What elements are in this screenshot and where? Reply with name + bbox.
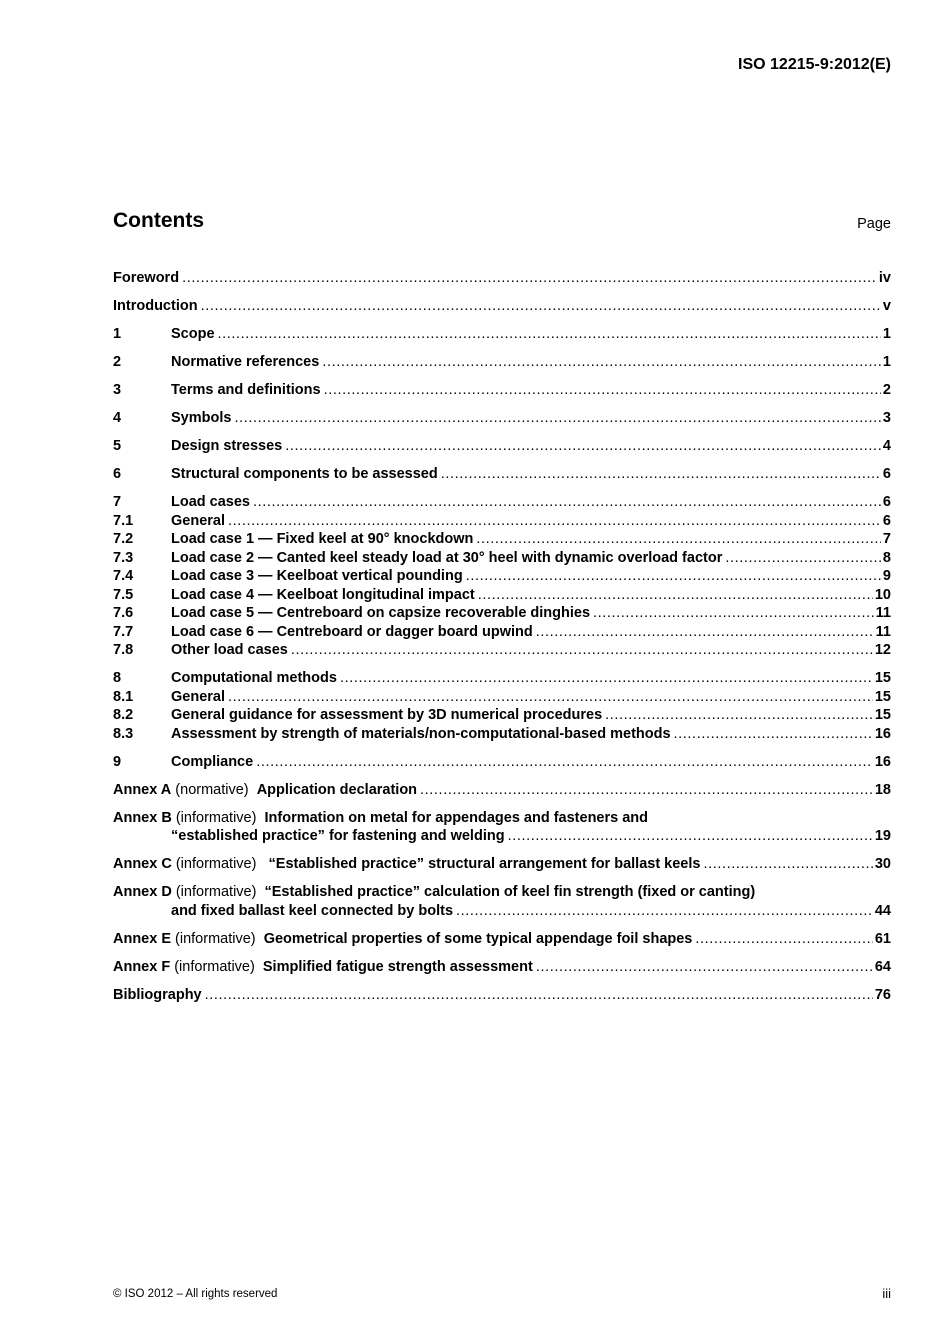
dot-leader [725,549,881,568]
dot-leader [285,437,881,456]
toc-label [113,809,648,828]
toc-number: 9 [113,753,122,770]
toc-label: General [171,512,225,529]
toc-entry-8-2[interactable] [113,706,891,725]
toc-entry-annex-a[interactable] [113,781,891,800]
toc-page: 15 [874,670,891,686]
toc-number: 8.1 [113,688,134,705]
toc-entry-9[interactable] [113,753,891,772]
toc-number: 7.4 [113,568,134,584]
dot-leader [256,753,873,772]
dot-leader [466,567,881,586]
toc-label: Load case 2 — Canted keel steady load at 30° heel with dynamic overload factor [171,549,723,566]
toc-entry-4[interactable] [113,409,891,428]
toc-entry-5[interactable] [113,437,891,456]
toc-label: Load cases [171,494,250,510]
dot-leader [420,781,873,800]
page-number: iii [882,1286,891,1301]
document-id: ISO 12215-9:2012(E) [738,56,891,73]
toc-entry-3[interactable] [113,381,891,400]
toc-page: 9 [882,568,891,584]
toc-label: Compliance [171,753,254,770]
toc-entry-bibliography[interactable] [113,986,891,1005]
toc-number: 7.1 [113,512,134,529]
annex-name: Annex A [113,781,172,798]
toc-label: Foreword [113,270,180,286]
toc-label: General [171,688,225,705]
toc-entry-7-8[interactable] [113,641,891,660]
dot-leader [536,623,874,642]
toc-entry-2[interactable] [113,353,891,372]
toc-label [113,855,700,874]
dot-leader [324,381,881,400]
toc-label: Symbols [171,410,232,426]
toc-page: v [882,298,891,314]
dot-leader [508,827,873,846]
annex-title: “Established practice” calculation of keel fin strength (fixed or canting) [264,884,756,900]
annex-title: Application declaration [256,781,418,798]
toc-label: Introduction [113,298,198,314]
dot-leader [441,465,881,484]
dot-leader [182,269,877,288]
toc-number: 8 [113,670,122,686]
toc-number: 8.3 [113,725,134,742]
annex-kind: (informative) [171,809,257,826]
toc-entry-annex-e[interactable] [113,930,891,949]
toc-entry-introduction[interactable] [113,297,891,316]
toc-label: Scope [171,326,215,342]
toc-number: 7 [113,494,122,510]
toc-entry-foreword[interactable] [113,269,891,288]
toc-page: 12 [874,642,891,658]
table-of-contents [113,269,891,1004]
toc-number: 5 [113,438,122,454]
toc-label: Load case 4 — Keelboat longitudinal impact [171,586,475,603]
toc-entry-7-1[interactable] [113,512,891,531]
toc-number: 4 [113,410,122,426]
annex-kind: (informative) [171,930,256,947]
annex-title-continued: and fixed ballast keel connected by bolts [171,902,454,919]
page-column-label: Page [857,216,891,232]
annex-kind: (informative) [171,856,257,872]
toc-page: 61 [874,930,891,947]
toc-label: Design stresses [171,438,283,454]
toc-entry-annex-b[interactable] [113,809,891,846]
toc-label: Load case 6 — Centreboard or dagger board upwind [171,623,533,640]
dot-leader [703,855,872,874]
toc-page: 7 [882,531,891,547]
toc-page: 19 [874,828,891,844]
toc-entry-6[interactable] [113,465,891,484]
dot-leader [536,958,873,977]
annex-name: Annex B [113,809,172,826]
dot-leader [340,669,873,688]
toc-entry-7-2[interactable] [113,530,891,549]
toc-number: 7.6 [113,605,134,621]
toc-page: 11 [875,623,891,640]
dot-leader [201,297,881,316]
annex-name: Annex D [113,884,172,900]
toc-page: 2 [882,382,891,398]
toc-page: 16 [874,725,891,742]
toc-page: 16 [874,753,891,770]
toc-page: 18 [874,781,891,798]
toc-page: 15 [874,688,891,705]
toc-label [113,958,533,977]
dot-leader [476,530,881,549]
toc-label: Assessment by strength of materials/non-computational-based methods [171,725,671,742]
dot-leader [674,725,873,744]
toc-label: Terms and definitions [171,382,321,398]
toc-page: 10 [874,586,891,603]
toc-label: Structural components to be assessed [171,466,438,482]
annex-kind: (informative) [171,884,257,900]
toc-entry-8-1[interactable] [113,688,891,707]
annex-name: Annex F [113,958,171,975]
toc-entry-annex-f[interactable] [113,958,891,977]
toc-number: 8.2 [113,707,134,723]
toc-number: 7.5 [113,586,134,603]
dot-leader [228,688,873,707]
toc-page: 4 [882,438,891,454]
dot-leader [253,493,881,512]
toc-page: 15 [874,707,891,723]
toc-entry-annex-c[interactable] [113,855,891,874]
annex-name: Annex C [113,856,172,872]
dot-leader [695,930,872,949]
dot-leader [322,353,881,372]
dot-leader [218,325,881,344]
toc-number: 7.8 [113,642,134,658]
dot-leader [456,902,873,921]
toc-entry-8[interactable] [113,669,891,688]
toc-entry-7[interactable] [113,493,891,512]
annex-kind: (informative) [170,958,255,975]
toc-entry-annex-d[interactable] [113,883,891,920]
dot-leader [205,986,873,1005]
annex-title: Simplified fatigue strength assessment [262,958,533,975]
toc-number: 7.2 [113,531,134,547]
dot-leader [228,512,881,531]
annex-kind: (normative) [171,781,249,798]
toc-entry-8-3[interactable] [113,725,891,744]
toc-entry-7-4[interactable] [113,567,891,586]
toc-label [113,781,417,800]
toc-number: 3 [113,382,122,398]
annex-title: Information on metal for appendages and fasteners and [264,809,649,826]
toc-page: 6 [882,512,891,529]
toc-entry-7-7[interactable] [113,623,891,642]
toc-number: 7.7 [113,623,134,640]
toc-label [113,930,692,949]
toc-label: Normative references [171,354,320,370]
toc-label: Load case 3 — Keelboat vertical pounding [171,568,463,584]
toc-number: 1 [113,326,122,342]
toc-page: 3 [882,410,891,426]
annex-title-continued: “established practice” for fastening and welding [171,828,505,844]
toc-page: 30 [874,856,891,872]
copyright-notice: © ISO 2012 – All rights reserved [113,1288,278,1300]
toc-label: Other load cases [171,642,288,658]
toc-entry-7-5[interactable] [113,586,891,605]
toc-page: 6 [882,466,891,482]
annex-name: Annex E [113,930,172,947]
dot-leader [291,641,873,660]
toc-page: 76 [874,986,891,1003]
toc-number: 2 [113,354,122,370]
toc-label [113,883,755,902]
toc-page: 11 [875,605,891,621]
dot-leader [234,409,880,428]
toc-number: 6 [113,466,122,482]
toc-page: 8 [882,549,891,566]
toc-label: Bibliography [113,986,202,1003]
dot-leader [593,604,874,623]
toc-label: Load case 5 — Centreboard on capsize recoverable dinghies [171,605,591,621]
annex-title: “Established practice” structural arrangement for ballast keels [268,856,701,872]
toc-page: 1 [882,326,891,342]
toc-page: 6 [882,494,891,510]
toc-entry-7-3[interactable] [113,549,891,568]
toc-label: Computational methods [171,670,337,686]
dot-leader [478,586,873,605]
toc-number: 7.3 [113,549,134,566]
toc-entry-7-6[interactable] [113,604,891,623]
toc-page: 44 [874,902,891,919]
annex-title: Geometrical properties of some typical appendage foil shapes [263,930,693,947]
toc-entry-1[interactable] [113,325,891,344]
toc-label: General guidance for assessment by 3D numerical procedures [171,707,603,723]
toc-label: Load case 1 — Fixed keel at 90° knockdown [171,531,474,547]
toc-page: 64 [874,958,891,975]
page-title: Contents [113,209,204,232]
dot-leader [605,706,873,725]
toc-page: iv [878,270,891,286]
toc-page: 1 [882,354,891,370]
